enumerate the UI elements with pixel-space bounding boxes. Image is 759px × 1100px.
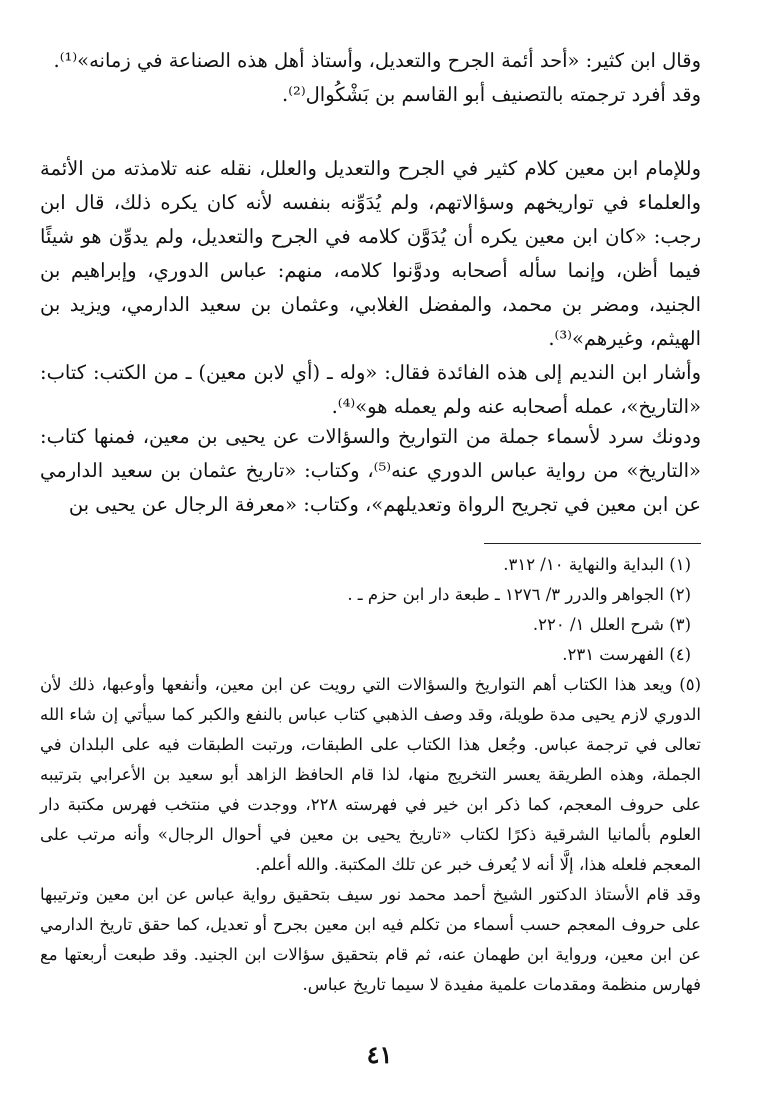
page-number: ٤١ [366,1040,393,1069]
footnote-4: (٤) الفهرست ٢٣١. [562,645,691,664]
paragraph-ibn-nadim: وأشار ابن النديم إلى هذه الفائدة فقال: «وله ـ (أي لابن معين) ـ من الكتب: كتاب: «التاريخ»، عمله أصحابه عنه ولم يعمله هو»⁽⁴⁾. [40,361,701,418]
footnote-2: (٢) الجواهر والدرر ٣/ ١٢٧٦ ـ طبعة دار ابن حزم ـ . [347,585,691,604]
footnotes [40,550,701,1000]
footnote-separator [484,543,701,544]
paragraph-ibn-kathir-quote: وقال ابن كثير: «أحد أئمة الجرح والتعديل، وأستاذ أهل هذه الصناعة في زمانه»⁽¹⁾. [53,49,701,72]
footnote-1: (١) البداية والنهاية ١٠/ ٣١٢. [503,555,691,574]
main-text-block-3 [40,420,701,522]
footnote-short-list [40,550,701,670]
main-text-block-1 [40,44,701,112]
footnote-5-continued: وقد قام الأستاذ الدكتور الشيخ أحمد محمد نور سيف بتحقيق رواية عباس عن ابن معين وترتيبها على حروف المعجم حسب أسماء من تكلم فيه ابن معين بجرح أو تعديل، كما حقق تاريخ الدارمي عن ابن معين، ورواية ابن طهمان عنه، ثم قام بتحقيق سؤالات ابن الجنيد. وقد طبعت أربعتها مع فهارس منظمة ومقدمات علمية مفيدة لا سيما تاريخ عباس. [40,885,701,994]
paragraph-list-of-histories: ودونك سرد لأسماء جملة من التواريخ والسؤالات عن يحيى بن معين، فمنها كتاب: «التاريخ» من رواية عباس الدوري عنه⁽⁵⁾، وكتاب: «تاريخ عثمان بن سعيد الدارمي عن ابن معين في تجريح الرواة وتعديلهم»، وكتاب: «معرفة الرجال عن يحيى بن [40,425,701,516]
footnote-5: (٥) ويعد هذا الكتاب أهم التواريخ والسؤالات التي رويت عن ابن معين، وأنفعها وأوعبها، ذلك لأن الدوري لازم يحيى مدة طويلة، وقد وصف الذهبي كتاب عباس بالنفع والكبر كما سيأتي إن شاء الله تعالى في ترجمة عباس. وجُعل هذا الكتاب على الطبقات، ورتبت الطبقات فيه على البلدان في الجملة، وهذه الطريقة يعسر التخريج منها، لذا قام الحافظ الزاهد أبو سعيد بن الأعرابي بترتيبه على حروف المعجم، كما ذكر ابن خير في فهرسته ٢٢٨، ووجدت في منتخب فهرس مكتبة دار العلوم بألمانيا الشرقية ذكرًا لكتاب «تاريخ يحيى بن معين في أحوال الرجال» وأنه مرتب على المعجم فلعله هذا، إلَّا أنه لا يُعرف خبر عن تلك المكتبة. والله أعلم. [40,675,702,874]
main-text-block-2 [40,152,701,424]
paragraph-ibn-bashkuwal: وقد أفرد ترجمته بالتصنيف أبو القاسم بن بَشْكُوال⁽²⁾. [282,83,701,106]
paragraph-ibn-rajab-quote: وللإمام ابن معين كلام كثير في الجرح والتعديل والعلل، نقله عنه تلامذته من الأئمة والعلماء في تواريخهم وسؤالاتهم، ولم يُدَوِّنه بنفسه لأنه كان يكره ذلك، قال ابن رجب: «كان ابن معين يكره أن يُدَوَّن كلامه في الجرح والتعديل، ولم يدوِّن هو شيئًا فيما أظن، وإنما سأله أصحابه ودوَّنوا كلامه، منهم: عباس الدوري، وإبراهيم بن الجنيد، ومضر بن محمد، والمفضل الغلابي، وعثمان بن سعيد الدارمي، ويزيد بن الهيثم، وغيرهم»⁽³⁾. [40,157,701,350]
footnote-3: (٣) شرح العلل ١/ ٢٢٠. [532,615,691,634]
